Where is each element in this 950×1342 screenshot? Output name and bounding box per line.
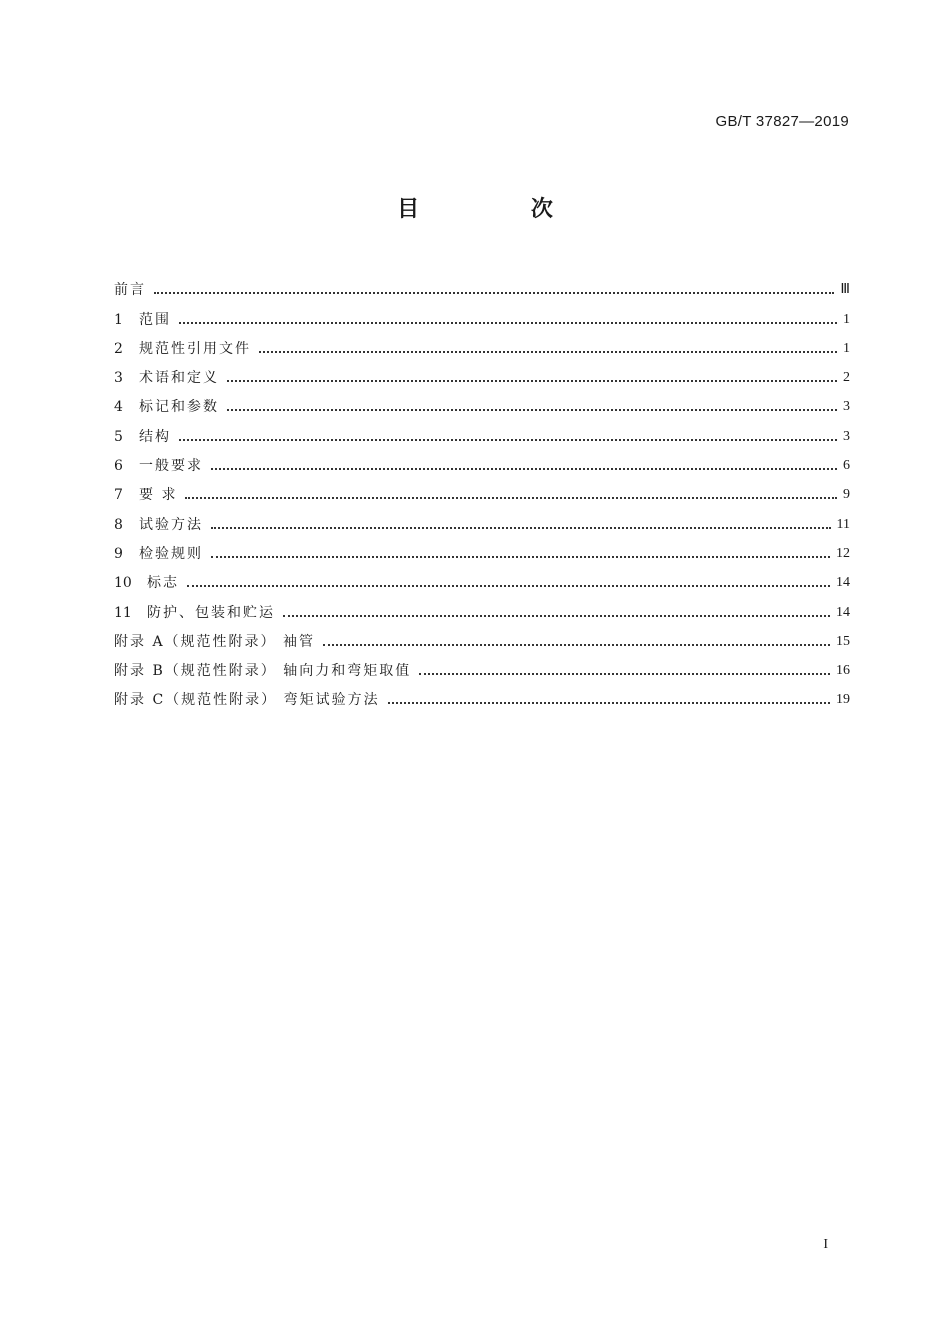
toc-leader-dots [211,556,830,558]
toc-leader-dots [154,292,834,294]
table-of-contents [114,272,850,711]
toc-entry-page: 14 [836,575,850,591]
toc-leader-dots [185,497,837,499]
standard-number: GB/T 37827—2019 [715,113,849,130]
page-number: I [823,1237,828,1252]
toc-entry-page: 1 [843,311,850,327]
toc-entry-label: 一般要求 [139,458,203,475]
toc-leader-dots [211,468,837,470]
toc-entry-label: 附录 A（规范性附录） 袖管 [114,633,316,650]
toc-entry-label: 前言 [114,282,146,299]
toc-entry-number: 6 [114,458,123,475]
toc-leader-dots [419,673,830,675]
toc-entry-page: 11 [836,516,850,532]
toc-entry-6[interactable] [114,448,850,477]
toc-leader-dots [388,702,830,704]
toc-entry-page: 6 [843,458,850,474]
toc-entry-3[interactable] [114,360,850,389]
toc-entry-page: 16 [836,663,850,679]
toc-entry-label: 标记和参数 [139,399,219,416]
toc-entry-page: 12 [836,545,850,561]
toc-entry-9[interactable] [114,536,850,565]
toc-entry-page: 3 [843,399,850,415]
toc-entry-page: 3 [843,428,850,444]
toc-entry-page: 9 [843,487,850,503]
toc-leader-dots [187,585,830,587]
toc-leader-dots [179,322,837,324]
toc-entry-label: 标志 [147,575,179,592]
toc-leader-dots [211,527,831,529]
toc-entry-annex-b[interactable] [114,653,850,682]
toc-entry-annex-a[interactable] [114,624,850,653]
toc-entry-5[interactable] [114,418,850,447]
toc-entry-8[interactable] [114,506,850,535]
toc-entry-page: 15 [836,633,850,649]
toc-leader-dots [323,644,830,646]
toc-entry-number: 3 [114,370,123,387]
toc-entry-number: 5 [114,428,123,445]
toc-entry-label: 检验规则 [139,545,203,562]
toc-leader-dots [227,380,837,382]
toc-entry-11[interactable] [114,594,850,623]
toc-leader-dots [179,439,837,441]
toc-entry-label: 防护、包装和贮运 [147,604,275,621]
toc-entry-number: 2 [114,340,123,357]
toc-entry-number: 7 [114,487,123,504]
toc-entry-label: 附录 C（规范性附录） 弯矩试验方法 [114,692,380,709]
toc-entry-2[interactable] [114,331,850,360]
toc-entry-annex-c[interactable] [114,682,850,711]
toc-entry-label: 附录 B（规范性附录） 轴向力和弯矩取值 [114,663,412,680]
toc-leader-dots [283,615,830,617]
toc-entry-number: 1 [114,311,123,328]
toc-entry-foreword[interactable] [114,272,850,301]
toc-entry-1[interactable] [114,301,850,330]
toc-leader-dots [227,409,837,411]
toc-entry-label: 规范性引用文件 [139,340,251,357]
toc-entry-label: 范围 [139,311,171,328]
toc-entry-page: 2 [843,370,850,386]
toc-entry-number: 10 [114,575,132,592]
page-title: 目 次 [397,197,605,222]
toc-entry-number: 11 [114,604,132,621]
toc-entry-number: 9 [114,545,123,562]
toc-entry-label: 要 求 [139,487,178,504]
toc-entry-4[interactable] [114,389,850,418]
toc-leader-dots [259,351,837,353]
toc-entry-page: 19 [836,692,850,708]
toc-entry-7[interactable] [114,477,850,506]
toc-entry-number: 4 [114,399,123,416]
toc-entry-page: Ⅲ [840,282,850,298]
toc-entry-page: 1 [843,340,850,356]
toc-entry-10[interactable] [114,565,850,594]
toc-entry-label: 术语和定义 [139,370,219,387]
toc-entry-page: 14 [836,604,850,620]
toc-entry-label: 结构 [139,428,171,445]
toc-entry-label: 试验方法 [139,516,203,533]
toc-entry-number: 8 [114,516,123,533]
